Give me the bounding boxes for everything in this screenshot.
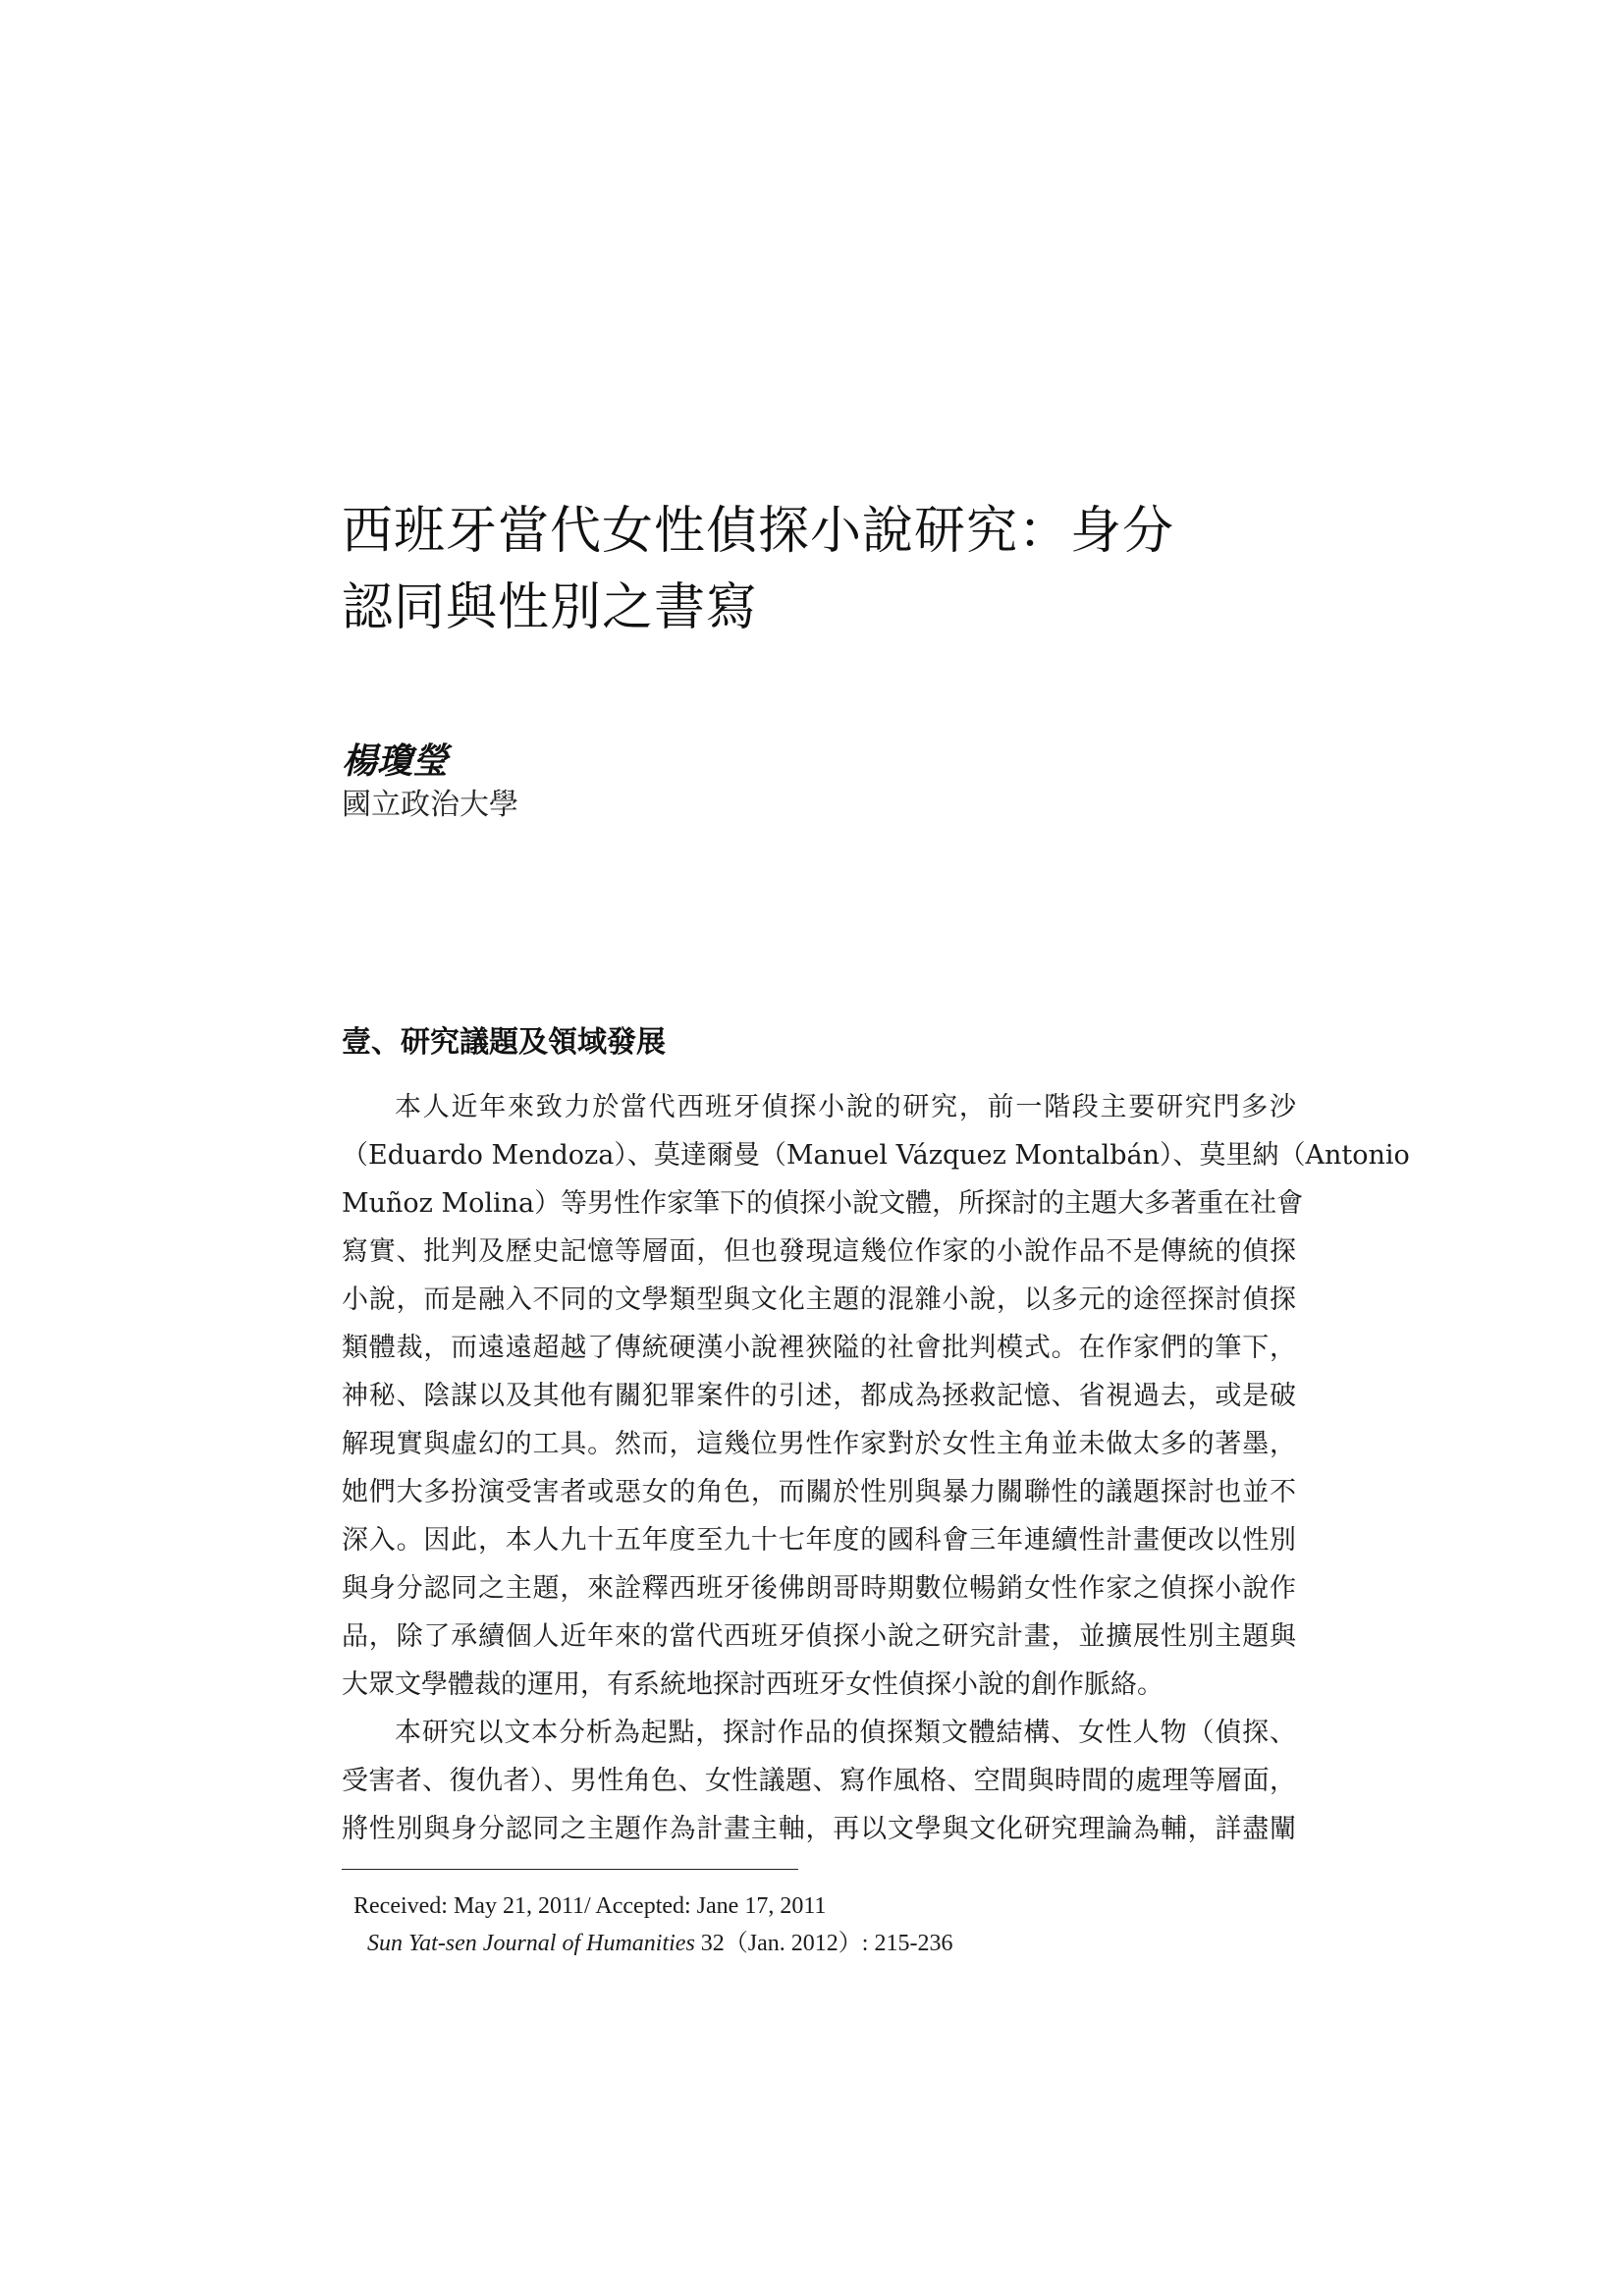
- section-heading: 壹、研究議題及領域發展: [342, 1025, 666, 1060]
- body-text: [342, 1083, 1410, 1853]
- journal-issue: 32（Jan. 2012）: 215-236: [700, 1931, 953, 1956]
- body-line: 受害者、復仇者）、男性角色、女性議題、寫作風格、空間與時間的處理等層面，: [342, 1766, 1296, 1796]
- footnote: [353, 1887, 952, 1962]
- body-line: （Eduardo Mendoza）、莫達爾曼（Manuel Vázquez Montalbán）、莫里納（Antonio: [342, 1140, 1410, 1171]
- title-line-1: 西班牙當代女性偵探小說研究：身分: [342, 502, 1175, 561]
- author-affiliation: 國立政治大學: [342, 788, 518, 822]
- footnote-rule: [342, 1869, 798, 1870]
- body-line: 類體裁，而遠遠超越了傳統硬漢小說裡狹隘的社會批判模式。在作家們的筆下，: [342, 1333, 1296, 1363]
- author-block: [342, 738, 518, 825]
- body-line: 她們大多扮演受害者或惡女的角色，而關於性別與暴力關聯性的議題探討也並不: [342, 1477, 1296, 1507]
- body-line: 大眾文學體裁的運用，有系統地探討西班牙女性偵探小說的創作脈絡。: [342, 1669, 1163, 1700]
- body-line: 小說，而是融入不同的文學類型與文化主題的混雜小說，以多元的途徑探討偵探: [342, 1285, 1296, 1315]
- body-line: 將性別與身分認同之主題作為計畫主軸，再以文學與文化研究理論為輔，詳盡闡: [342, 1814, 1296, 1844]
- footnote-journal: [353, 1925, 952, 1962]
- title-line-2: 認同與性別之書寫: [342, 578, 759, 637]
- body-line: Muñoz Molina）等男性作家筆下的偵探小說文體，所探討的主題大多著重在社會: [342, 1188, 1304, 1219]
- body-line: 與身分認同之主題，來詮釋西班牙後佛朗哥時期數位暢銷女性作家之偵探小說作: [342, 1573, 1296, 1604]
- author-name: 楊瓊瑩: [342, 741, 449, 782]
- body-line: 神秘、陰謀以及其他有關犯罪案件的引述，都成為拯救記憶、省視過去，或是破: [342, 1381, 1296, 1411]
- body-line: 解現實與虛幻的工具。然而，這幾位男性作家對於女性主角並未做太多的著墨，: [342, 1429, 1296, 1459]
- body-line: 深入。因此，本人九十五年度至九十七年度的國科會三年連續性計畫便改以性別: [342, 1525, 1296, 1556]
- body-line: 品，除了承續個人近年來的當代西班牙偵探小說之研究計畫，並擴展性別主題與: [342, 1621, 1296, 1652]
- footnote-received: Received: May 21, 2011/ Accepted: Jane 17, 2011: [353, 1893, 827, 1919]
- paper-title: [342, 493, 1284, 646]
- body-line: 本人近年來致力於當代西班牙偵探小說的研究，前一階段主要研究門多沙: [395, 1092, 1296, 1122]
- body-line: 寫實、批判及歷史記憶等層面，但也發現這幾位作家的小說作品不是傳統的偵探: [342, 1236, 1296, 1267]
- body-line: 本研究以文本分析為起點，探討作品的偵探類文體結構、女性人物（偵探、: [395, 1718, 1296, 1748]
- journal-name: Sun Yat-sen Journal of Humanities: [367, 1931, 695, 1956]
